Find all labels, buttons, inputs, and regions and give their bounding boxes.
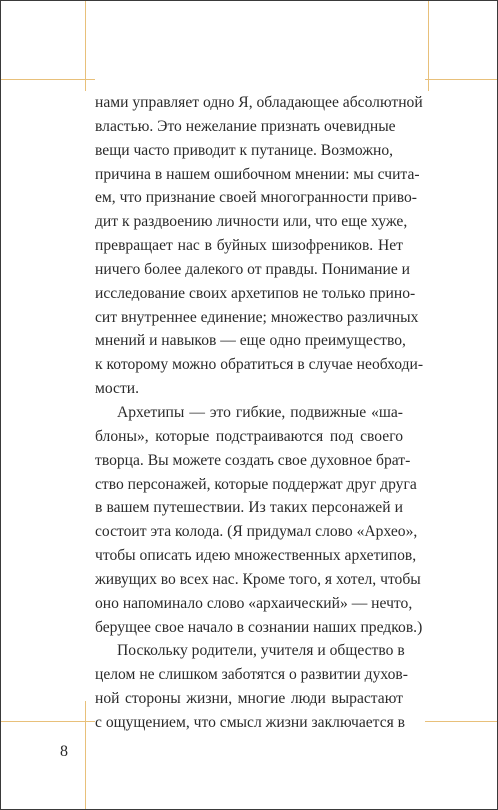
text-line: живущих во всех нас. Кроме того, я хотел, чтобы <box>95 570 421 588</box>
text-line: блоны», которые подстраиваются под своего <box>95 427 403 445</box>
text-line: ничего более далекого от правды. Понимание и <box>95 260 411 278</box>
text-line: властью. Это нежелание признать очевидные <box>95 117 396 135</box>
crop-mark-top-left-vertical <box>85 1 86 91</box>
text-line: к которому можно обратиться в случае необходи- <box>95 356 424 374</box>
text-line: превращает нас в буйных шизофреников. Нет <box>95 237 403 255</box>
text-line: берущее свое начало в сознании наших предков.) <box>95 618 423 636</box>
text-line: мости. <box>95 380 140 398</box>
crop-mark-bottom-right-horizontal <box>425 721 497 722</box>
text-line: нами управляет одно Я, обладающее абсолютной <box>95 94 423 111</box>
text-line: состоит эта колода. (Я придумал слово «Архео», <box>95 523 418 541</box>
text-line: причина в нашем ошибочном мнении: мы счита- <box>95 165 420 183</box>
text-line: исследование своих архетипов не только прино- <box>95 284 416 302</box>
text-line: ем, что признание своей многогранности приво- <box>95 189 418 207</box>
crop-mark-top-right-vertical <box>428 1 429 91</box>
text-line: дит к раздвоению личности или, что еще хуже, <box>95 213 408 231</box>
text-line: в вашем путешествии. Из таких персонажей и <box>95 499 403 517</box>
text-line: чтобы описать идею множественных архетипов, <box>95 547 417 565</box>
text-line: с ощущением, что смысл жизни заключается в <box>95 713 406 731</box>
text-line: Архетипы — это гибкие, подвижные «ша- <box>117 403 403 421</box>
body-text <box>95 91 424 735</box>
crop-mark-top-left-horizontal <box>1 79 95 80</box>
text-line: целом не слишком заботятся о развитии духов- <box>95 666 408 684</box>
text-line: творца. Вы можете создать свое духовное брат- <box>95 451 411 469</box>
page-number: 8 <box>60 743 68 760</box>
text-line: сит внутреннее единение; множество различных <box>95 308 419 326</box>
text-line: ство персонажей, которые поддержат друг друга <box>95 475 417 493</box>
text-line: мнений и навыков — еще одно преимущество, <box>95 332 406 350</box>
text-line: вещи часто приводит к путанице. Возможно, <box>95 141 394 159</box>
text-line: ной стороны жизни, многие люди вырастают <box>95 690 403 708</box>
text-line: Поскольку родители, учителя и общество в <box>117 642 405 660</box>
crop-mark-top-right-horizontal <box>425 79 497 80</box>
text-line: оно напоминало слово «архаический» — нечто, <box>95 594 413 612</box>
crop-mark-bottom-left-horizontal <box>1 721 95 722</box>
crop-mark-bottom-left-vertical <box>85 701 86 809</box>
